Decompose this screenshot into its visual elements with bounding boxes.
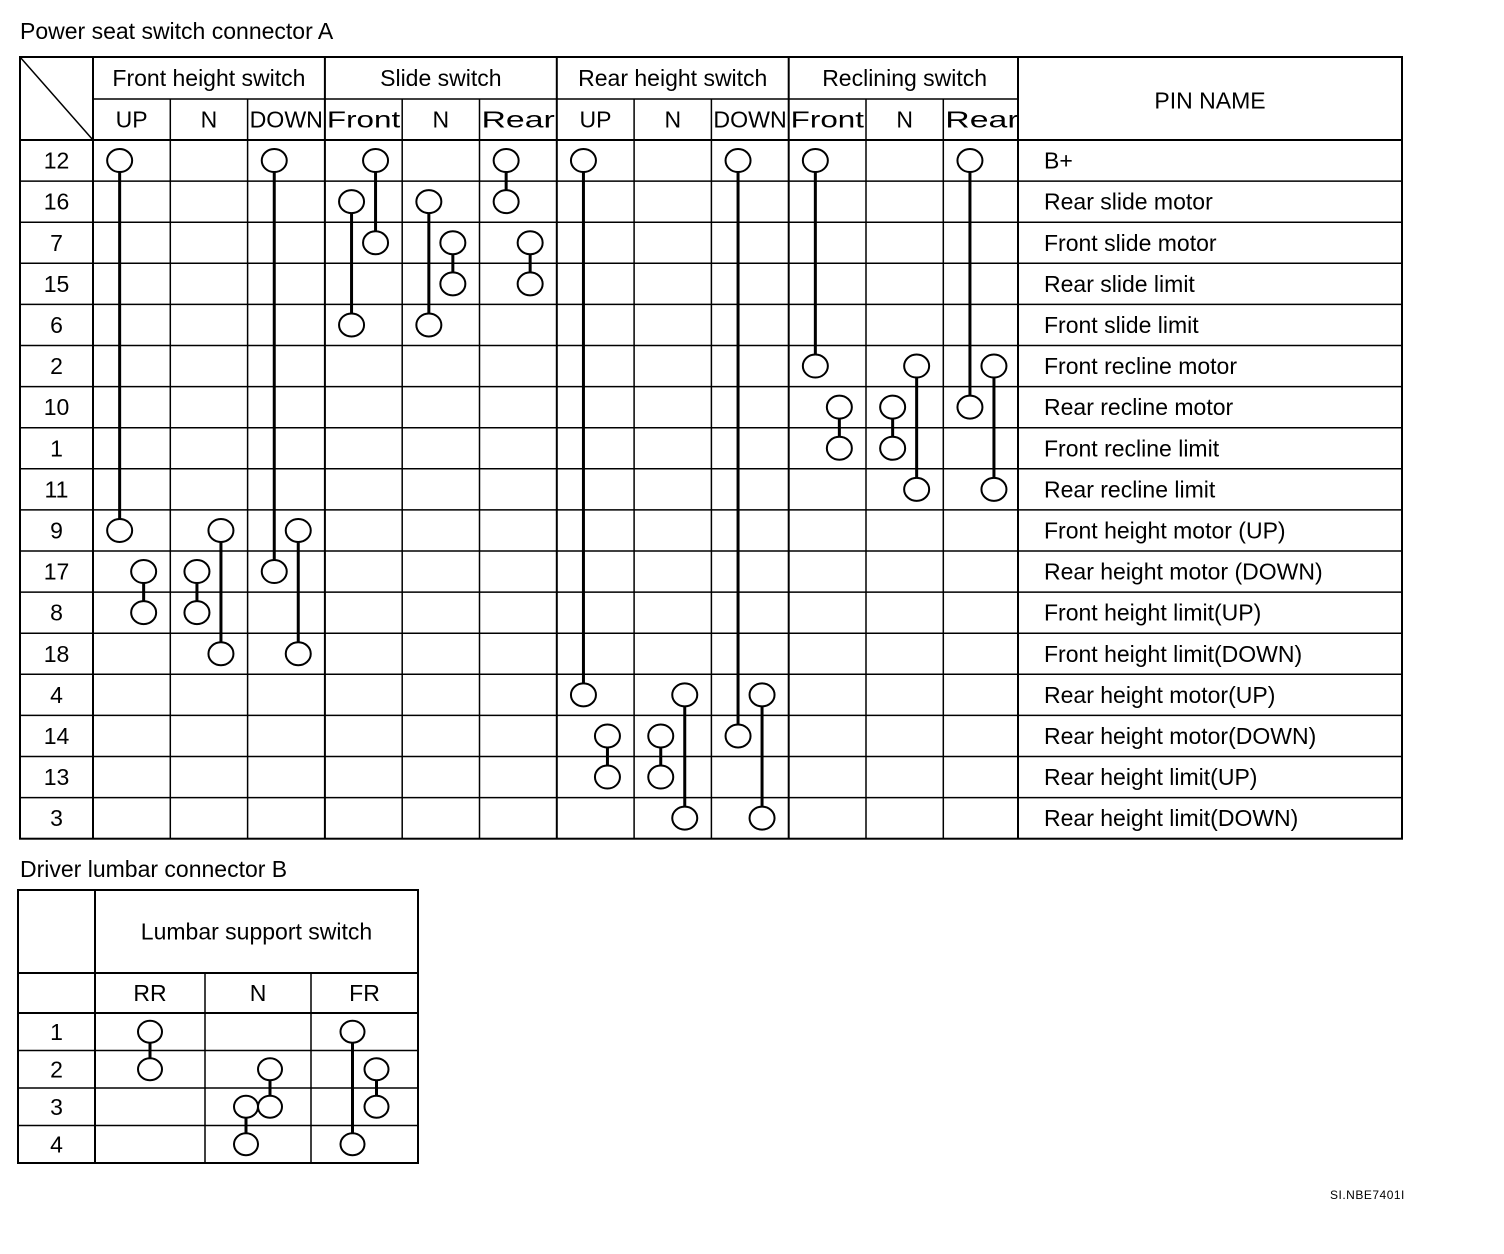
position-header: N: [896, 106, 913, 133]
connector-a-terminal-circle: [107, 519, 132, 542]
connector-b-terminal-circle: [138, 1021, 162, 1043]
connector-a-terminal-circle: [286, 519, 311, 542]
pin-name: Rear slide motor: [1044, 188, 1213, 215]
connector-a-terminal-circle: [648, 724, 673, 747]
connector-a-terminal-circle: [208, 519, 233, 542]
pin-number: 1: [50, 435, 63, 462]
pin-name: Rear recline motor: [1044, 394, 1234, 421]
pin-number: 13: [43, 764, 70, 791]
pin-name: Rear height motor (DOWN): [1044, 558, 1323, 585]
position-header: N: [249, 980, 267, 1006]
position-header: DOWN: [713, 106, 787, 133]
pin-name: Front height limit(DOWN): [1044, 640, 1303, 667]
pin-name: Rear height motor(UP): [1044, 681, 1276, 708]
pin-name: Rear height limit(DOWN): [1044, 805, 1299, 832]
connector-a-terminal-circle: [262, 560, 287, 583]
pin-number: 2: [50, 1056, 63, 1083]
pin-name: Front recline limit: [1044, 435, 1220, 462]
position-header: Rear: [481, 106, 556, 133]
pin-name: Rear height limit(UP): [1044, 764, 1258, 791]
connector-b-terminal-circle: [138, 1058, 162, 1080]
position-header: RR: [133, 980, 167, 1006]
connector-a-terminal-circle: [595, 724, 620, 747]
connector-a-terminal-circle: [981, 478, 1006, 501]
connector-a-terminal-circle: [672, 683, 697, 706]
connector-b-title: Driver lumbar connector B: [20, 856, 288, 882]
connector-a-terminal-circle: [726, 149, 751, 172]
connector-a-terminal-circle: [880, 437, 905, 460]
connector-b-terminal-circle: [258, 1096, 282, 1118]
connector-a-terminal-circle: [904, 478, 929, 501]
connector-a-terminal-circle: [750, 807, 775, 830]
pin-name: Rear height motor(DOWN): [1044, 722, 1317, 749]
connector-a-terminal-circle: [416, 313, 441, 336]
connector-a-terminal-circle: [131, 601, 156, 624]
pin-number: 3: [50, 805, 63, 832]
connector-a-terminal-circle: [208, 642, 233, 665]
pin-name-header: PIN NAME: [1154, 87, 1266, 114]
connector-b-terminal-circle: [365, 1096, 389, 1118]
pin-name: Front slide motor: [1044, 229, 1217, 256]
connector-a-terminal-circle: [184, 560, 209, 583]
connector-a-terminal-circle: [518, 272, 543, 295]
switch-group-header: Slide switch: [380, 65, 502, 91]
connector-b-terminal-circle: [258, 1058, 282, 1080]
pin-number: 3: [50, 1093, 63, 1120]
position-header: N: [664, 106, 682, 133]
connector-a-terminal-circle: [184, 601, 209, 624]
pin-number: 4: [50, 681, 63, 708]
connector-a-terminal-circle: [363, 231, 388, 254]
pin-number: 2: [50, 353, 63, 380]
pin-number: 6: [50, 311, 63, 338]
pin-name: Front height motor (UP): [1044, 517, 1286, 544]
connector-a-terminal-circle: [880, 396, 905, 419]
pin-name: B+: [1044, 147, 1073, 174]
pin-number: 1: [50, 1018, 63, 1045]
connector-a-terminal-circle: [131, 560, 156, 583]
position-header: N: [432, 106, 450, 133]
pin-number: 9: [50, 517, 63, 544]
connector-a-terminal-circle: [339, 190, 364, 213]
position-header: N: [200, 106, 218, 133]
connector-a-terminal-circle: [672, 807, 697, 830]
connector-a-terminal-circle: [827, 437, 852, 460]
connector-b-terminal-circle: [365, 1058, 389, 1080]
pin-number: 10: [43, 394, 70, 421]
pin-name: Front recline motor: [1044, 353, 1238, 380]
pin-number: 8: [50, 599, 63, 626]
pin-number: 11: [44, 476, 69, 503]
corner-diagonal: [20, 57, 93, 140]
pin-name: Front height limit(UP): [1044, 599, 1262, 626]
connector-a-terminal-circle: [416, 190, 441, 213]
connector-a-terminal-circle: [957, 149, 982, 172]
connector-a-terminal-circle: [494, 149, 519, 172]
connector-a-terminal-circle: [262, 149, 287, 172]
pin-name: Front slide limit: [1044, 311, 1199, 338]
pin-number: 17: [43, 558, 70, 585]
position-header: Front: [790, 106, 865, 133]
connector-a-terminal-circle: [904, 355, 929, 378]
figure-code: SI.NBE7401I: [1330, 1188, 1405, 1202]
connector-a-terminal-circle: [494, 190, 519, 213]
connector-b-terminal-circle: [234, 1096, 258, 1118]
connector-a-terminal-circle: [957, 396, 982, 419]
position-header: FR: [349, 980, 380, 1006]
switch-group-header: Reclining switch: [822, 65, 988, 91]
position-header: UP: [115, 106, 148, 133]
position-header: Rear: [945, 106, 1020, 133]
connector-a-title: Power seat switch connector A: [20, 18, 334, 44]
connector-a-terminal-circle: [571, 683, 596, 706]
pin-number: 14: [43, 722, 70, 749]
connector-a-terminal-circle: [726, 724, 751, 747]
connector-a-terminal-circle: [518, 231, 543, 254]
pin-name: Rear slide limit: [1044, 270, 1195, 297]
connector-b-terminal-circle: [341, 1133, 365, 1155]
pin-number: 15: [43, 270, 70, 297]
connector-a-terminal-circle: [339, 313, 364, 336]
connector-a-terminal-circle: [981, 355, 1006, 378]
connector-a-terminal-circle: [648, 766, 673, 789]
switch-group-header: Rear height switch: [578, 65, 768, 91]
connector-a-terminal-circle: [595, 766, 620, 789]
pin-number: 12: [43, 147, 70, 174]
connector-a-terminal-circle: [440, 272, 465, 295]
pin-number: 7: [50, 229, 63, 256]
connector-a-terminal-circle: [107, 149, 132, 172]
connector-a-terminal-circle: [803, 355, 828, 378]
pin-number: 16: [43, 188, 70, 215]
connector-a-terminal-circle: [571, 149, 596, 172]
connector-a-terminal-circle: [286, 642, 311, 665]
position-header: UP: [579, 106, 612, 133]
connector-b-terminal-circle: [234, 1133, 258, 1155]
connector-a-terminal-circle: [363, 149, 388, 172]
position-header: DOWN: [249, 106, 323, 133]
lumbar-group-header: Lumbar support switch: [140, 918, 373, 945]
connector-a-terminal-circle: [750, 683, 775, 706]
pin-number: 4: [50, 1131, 63, 1158]
pin-number: 18: [43, 640, 70, 667]
pin-name: Rear recline limit: [1044, 476, 1216, 503]
position-header: Front: [326, 106, 402, 133]
connector-a-terminal-circle: [827, 396, 852, 419]
connector-b-terminal-circle: [341, 1021, 365, 1043]
connector-a-terminal-circle: [440, 231, 465, 254]
switch-group-header: Front height switch: [112, 65, 306, 91]
connector-a-terminal-circle: [803, 149, 828, 172]
